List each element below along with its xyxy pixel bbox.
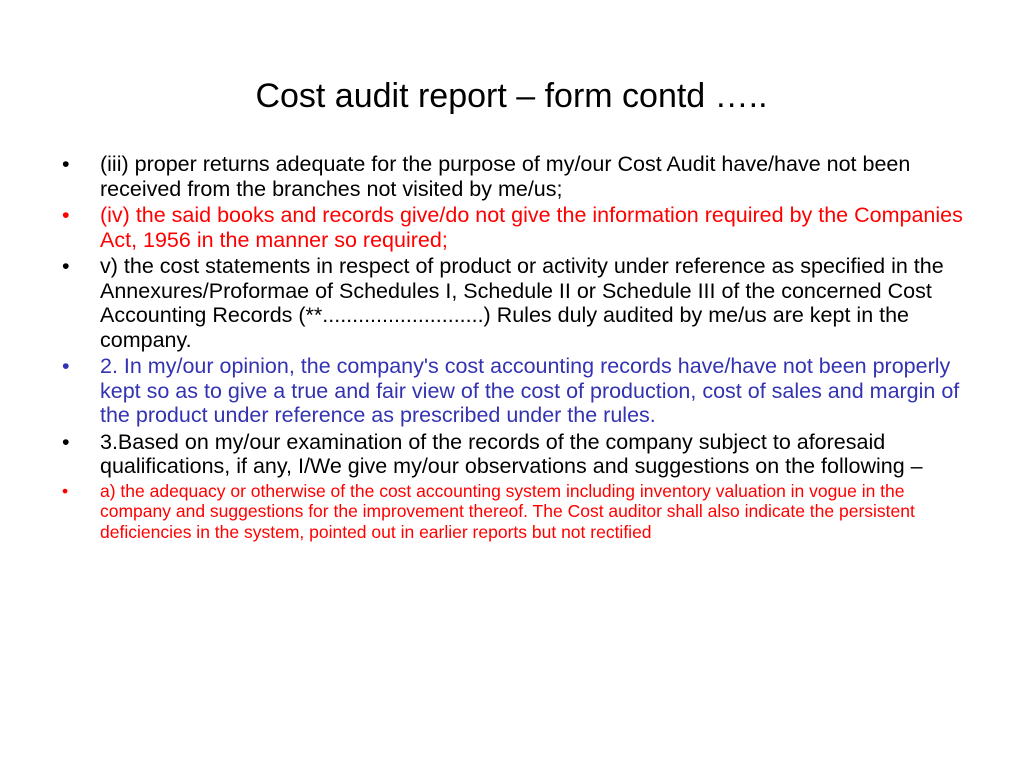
bullet-text: (iii) proper returns adequate for the purpose of my/our Cost Audit have/have not been received from the branches not visited by me/us; (100, 152, 911, 201)
bullet-text: (iv) the said books and records give/do not give the information required by the Companies Act, 1956 in the manner so required; (100, 203, 963, 252)
bullet-item (54, 354, 974, 428)
bullet-icon: • (62, 480, 69, 501)
bullet-item (54, 430, 974, 479)
bullet-text: 2. In my/our opinion, the company's cost accounting records have/have not been properly kept so as to give a true and fair view of the cost of production, cost of sales and margin of the product under reference as prescribed under the rules. (100, 354, 960, 427)
bullet-text: 3.Based on my/our examination of the records of the company subject to aforesaid qualifications, if any, I/We give my/our observations and suggestions on the following – (100, 429, 923, 478)
bullet-icon: • (62, 254, 70, 278)
bullet-item (54, 254, 974, 352)
bullet-list (54, 152, 974, 544)
bullet-item (54, 203, 974, 252)
slide-title: Cost audit report – form contd ….. (255, 77, 768, 115)
bullet-icon: • (62, 354, 70, 378)
bullet-icon: • (62, 203, 70, 227)
bullet-text: v) the cost statements in respect of product or activity under reference as specified in the Annexures/Proformae of Schedules I, Schedule II or Schedule III of the concerned Cost Accounting Records (**...........................) Rules duly audited by me/us are kept in the company. (100, 254, 944, 352)
bullet-text: a) the adequacy or otherwise of the cost accounting system including inventory valuation in vogue in the company and suggestions for the improvement thereof. The Cost auditor shall also indicate the persistent deficiencies in the system, pointed out in earlier reports but not rectified (100, 480, 915, 542)
bullet-icon: • (62, 152, 70, 176)
bullet-item-sub (54, 481, 974, 543)
bullet-icon: • (62, 429, 70, 454)
bullet-item (54, 152, 974, 201)
